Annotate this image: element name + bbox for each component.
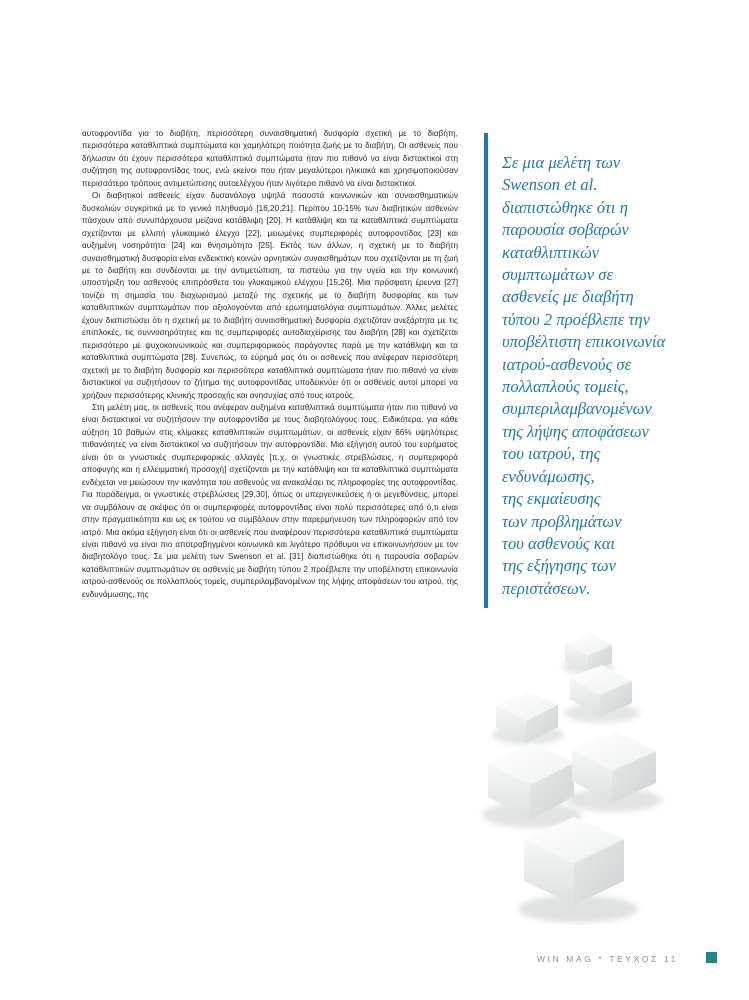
sugar-cube: [492, 691, 564, 745]
article-body: [82, 128, 458, 601]
pullquote-line: πολλαπλούς τομείς,: [502, 377, 629, 397]
pullquote-line: του ασθενούς και: [502, 533, 616, 553]
sugar-cube: [518, 817, 638, 923]
pullquote-line: περιστάσεων.: [502, 578, 591, 598]
page-footer: WIN MAG * ΤΕΥΧΟΣ 11: [537, 954, 678, 964]
pullquote-line: Swenson et al.: [502, 175, 598, 195]
pullquote-line: συμπεριλαμβανομένων: [502, 399, 652, 419]
pullquote-line: της εξήγησης των: [502, 556, 617, 576]
pullquote-line: της εκμαίευσης: [502, 489, 601, 509]
sugar-cubes-photo: [470, 625, 719, 925]
pullquote-line: συμπτωμάτων σε: [502, 265, 614, 285]
sugar-cube: [566, 731, 662, 812]
pullquote-line: της λήψης αποφάσεων: [502, 421, 649, 441]
pullquote-line: ιατρού-ασθενούς σε: [502, 354, 632, 374]
pullquote-line: υποβέλτιστη επικοινωνία: [502, 332, 666, 352]
pullquote-line: ασθενείς με διαβήτη: [502, 287, 634, 307]
pullquote-line: παρουσία σοβαρών: [502, 220, 629, 240]
pullquote: [502, 152, 702, 600]
sugar-cube: [482, 743, 582, 828]
pullquote-line: τύπου 2 προέβλεπε την: [502, 309, 651, 329]
pullquote-line: του ιατρού, της: [502, 444, 601, 464]
pullquote-line: ενδυνάμωσης,: [502, 466, 595, 486]
article-paragraph-3: Στη μελέτη μας, οι ασθενείς που ανέφεραν αυξημένα καταθλιπτικά συμπτώματα ήταν πιο πιθανό να είναι διστακτικοί να συζητήσουν την αυτοφροντίδα με τους διαβητολόγους τους. Ειδικότερα, για κάθε αύξηση 10 βαθμών στις κλίμακες καταθλιπτικών συμπτωμάτων, οι ασθενείς είχαν 66% υψηλότερες πιθανότητες να είναι διστακτικοί να συζητήσουν την αυτοφροντίδα. Μια εξήγηση αυτού του ευρήματος είναι ότι οι γνωστικές συμπεριφορικές αλλαγές [π.χ. οι γνωστικές στρεβλώσεις, η συμπεριφορά αποφυγής και η ελλειμματική προσοχή] σχετίζονται με την κατάθλιψη και τα καταθλιπτικά συμπτώματα ενδέχεται να μειώσουν την ικανότητα του ασθενούς να ανακαλέσει τις πληροφορίες της αυτοφροντίδας. Για παράδειγμα, οι γνωστικές στρεβλώσεις [29,30], όπως οι υπεργενικεύσεις ή οι μεγεθύνσεις, μπορεί να συμβάλουν σε σκέψεις ότι οι συμπεριφορές αυτοφροντίδας είναι πολύ περισσότερες από ό,τι είναι στην πραγματικότητα και ως εκ τούτου να συμβάλουν στην παρερμήνευση των πληροφοριών από τον ιατρό. Μια ακόμα εξήγηση είναι ότι οι ασθενείς που αναφέρουν περισσότερα καταθλιπτικά συμπτώματα είναι πιθανό να είναι πιο αποτραβηγμένοι κοινωνικά και λιγότερο πρόθυμοι να επικοινωνήσουν με τον διαβητολόγο τους. Σε μια μελέτη των Swenson et al. [31] διαπιστώθηκε ότι η παρουσία σοβαρών καταθλιπτικών συμπτωμάτων σε ασθενείς με διαβήτη τύπου 2 προέβλεπε την υποβέλτιστη επικοινωνία ιατρού-ασθενούς σε πολλαπλούς τομείς, συμπεριλαμβανομένων της λήψης αποφάσεων του ιατρού, της ενδυνάμωσης, της: [82, 402, 458, 599]
footer-square-icon: [706, 952, 717, 963]
pullquote-line: καταθλιπτικών: [502, 242, 600, 262]
article-paragraph-2: Οι διαβητικοί ασθενείς είχαν δυσανάλογα υψηλά ποσοστά κοινωνικών και συναισθηματικών δυσκολιών συγκριτικά με το γενικό πληθυσμό [16,20,21]. Περίπου 10-15% των διαβητικών ασθενών πάσχουν από συνυπάρχουσα μείζονα κατάθλιψη [20]. Η κατάθλιψη και τα καταθλιπτικά συμπτώματα σχετίζονται με ελλιπή γλυκαιμικό έλεγχο [22], μειωμένες συμπεριφορές αυτοφροντίδας [23] και αυξημένη νοσηρότητα [24] και θνησιμότητα [25]. Εκτός των άλλων, η σχετική με το διαβήτη συναισθηματική δυσφορία είναι ενδεικτική κοινών αρνητικών συναισθημάτων που σχετίζονται με τη ζωή με το διαβήτη και συνδέονται με την αντιμετώπιση, τα πιστεύω για την υγεία και την κοινωνική υποστήριξη του ασθενούς επιπρόσθετα του γλυκαιμικού ελέγχου [15,26]. Μια πρόσφατη έρευνα [27] τονίζει τη σημασία του διαχωρισμού μεταξύ της σχετικής με το διαβήτη δυσφορίας και των καταθλιπτικών συμπτωμάτων που αξιολογούνται από ερωτηματολόγια συμπτωμάτων. Άλλες μελέτες έχουν διαπιστώσει ότι η σχετική με το διαβήτη συναισθηματική δυσφορία σχετιζόταν ανεξάρτητα με τις επιπλοκές, τις συννοσηρότητες και τις συμπεριφορές αυτοδιαχείρισης του διαβήτη [28] και σχετίζεται περισσότερο με ψυχοκοινωνικούς και συμπεριφορικούς παράγοντες παρά με την κατάθλιψη και τα καταθλιπτικά συμπτώματα [28]. Συνεπώς, το εύρημά μας ότι οι ασθενείς που ανέφεραν περισσότερη σχετική με το διαβήτη δυσφορία και περισσότερα καταθλιπτικά συμπτώματα ήταν πιο πιθανό να είναι διστακτικοί να συζητήσουν το ζήτημα της αυτοφροντίδας υποδεικνύει ότι οι ασθενείς αυτοί μπορεί να χρήζουν περισσότερης κλινικής προσοχής και ανησυχίας από τους ιατρούς.: [82, 191, 458, 400]
pullquote-line: διαπιστώθηκε ότι η: [502, 197, 628, 217]
pullquote-line: Σε μια μελέτη των: [502, 153, 621, 172]
pullquote-accent-bar: [484, 133, 488, 608]
pullquote-line: των προβλημάτων: [502, 511, 622, 531]
article-paragraph-1: αυτοφροντίδα για το διαβήτη, περισσότερη συναισθηματική δυσφορία σχετική με το διαβήτη, περισσότερα καταθλιπτικά συμπτώματα και χαμηλότερη ποιότητα ζωής με το διαβήτη. Οι ασθενείς που δήλωσαν ότι έχουν περισσότερα καταθλιπτικά συμπτώματα ήταν πιο πιθανό να είναι διστακτικοί στη συζήτηση της αυτοφροντίδας τους, ενώ εκείνοι που ήταν μεγαλύτεροι ηλικιακά και χρησιμοποιούσαν περισσότερο τρόπους αντιμετώπισης αυτοελέγχου ήταν λιγότερο πιθανό να είναι διστακτικοί.: [82, 129, 458, 188]
